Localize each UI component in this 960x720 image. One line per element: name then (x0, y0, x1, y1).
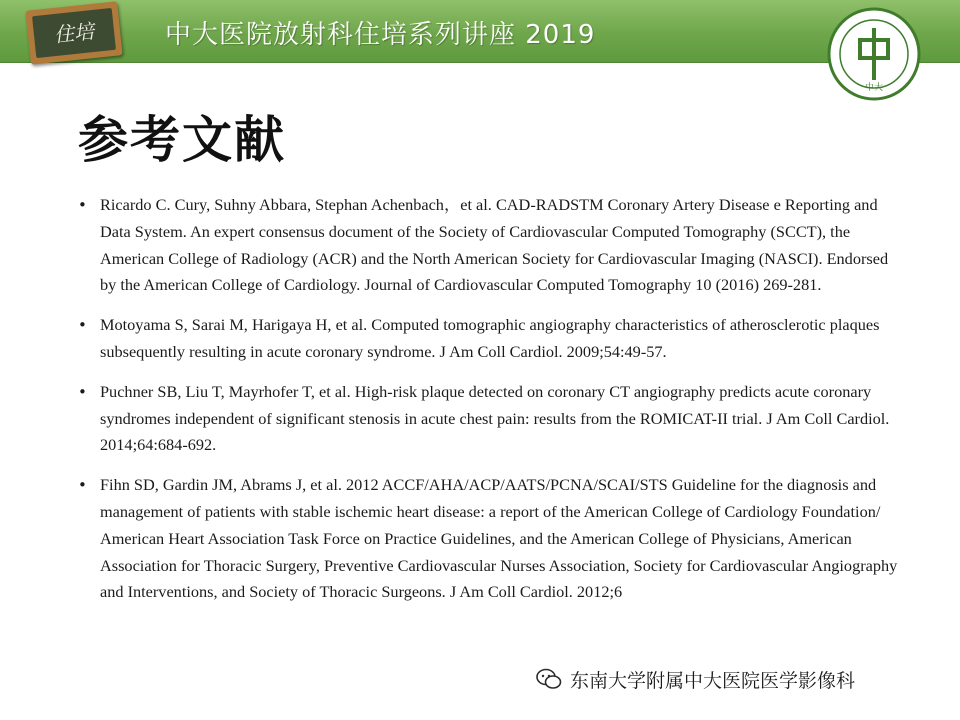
slide-title: 参考文献 (78, 111, 286, 169)
reference-text: Fihn SD, Gardin JM, Abrams J, et al. 2012 ACCF/AHA/ACP/AATS/PCNA/SCAI/STS Guideline for the diagnosis and management of patients with stable ischemic heart disease: a report of the American College of Cardiology Foundation/ American Heart Association Task Force on Practice Guidelines, and the American College of Physicians, American Association for Thoracic Surgery, Preventive Cardiovascular Nurses Association, Society for Cardiovascular Angiography and Interventions, and Society of Thoracic Surgeons. J Am Coll Cardiol. 2012;6 (100, 475, 898, 602)
bullet: • (78, 382, 87, 401)
reference-item (78, 472, 898, 606)
wechat-icon (536, 668, 562, 690)
header-bar (0, 0, 960, 63)
bullet: • (78, 196, 87, 214)
reference-text: Ricardo C. Cury, Suhny Abbara, Stephan Achenbach，et al. CAD-RADSTM Coronary Artery Disease e Reporting and Data System. An expert consensus document of the Society of Cardiovascular Computed Tomography (SCCT), the American College of Radiology (ACR) and the North American Society for Cardiovascular Imaging (NASCI). Endorsed by the American College of Cardiology. Journal of Cardiovascular Computed Tomography 10 (2016) 269-281. (100, 195, 889, 295)
header-title: 中大医院放射科住培系列讲座 2019 (165, 20, 596, 50)
logo-text: 中大 (864, 83, 884, 93)
bullet: • (78, 316, 87, 335)
watermark-text: 东南大学附属中大医院医学影像科 (570, 669, 856, 692)
reference-item (78, 192, 898, 299)
hospital-logo (826, 6, 922, 102)
bullet: • (78, 476, 87, 495)
residency-badge (25, 1, 122, 64)
hospital-seal-icon (826, 6, 922, 102)
reference-list (78, 192, 898, 619)
reference-text: Puchner SB, Liu T, Mayrhofer T, et al. High-risk plaque detected on coronary CT angiography predicts acute coronary syndromes independent of significant stenosis in acute chest pain: results from the ROMICAT-II trial. J Am Coll Cardiol. 2014;64:684-692. (100, 381, 890, 455)
reference-item (78, 379, 898, 459)
reference-text: Motoyama S, Sarai M, Harigaya H, et al. Computed tomographic angiography characteristics of atherosclerotic plaques subsequently resulting in acute coronary syndrome. J Am Coll Cardiol. 2009;54:49-57. (100, 315, 880, 361)
watermark (536, 662, 855, 696)
reference-item (78, 312, 898, 366)
badge-label: 住培 (32, 8, 116, 58)
